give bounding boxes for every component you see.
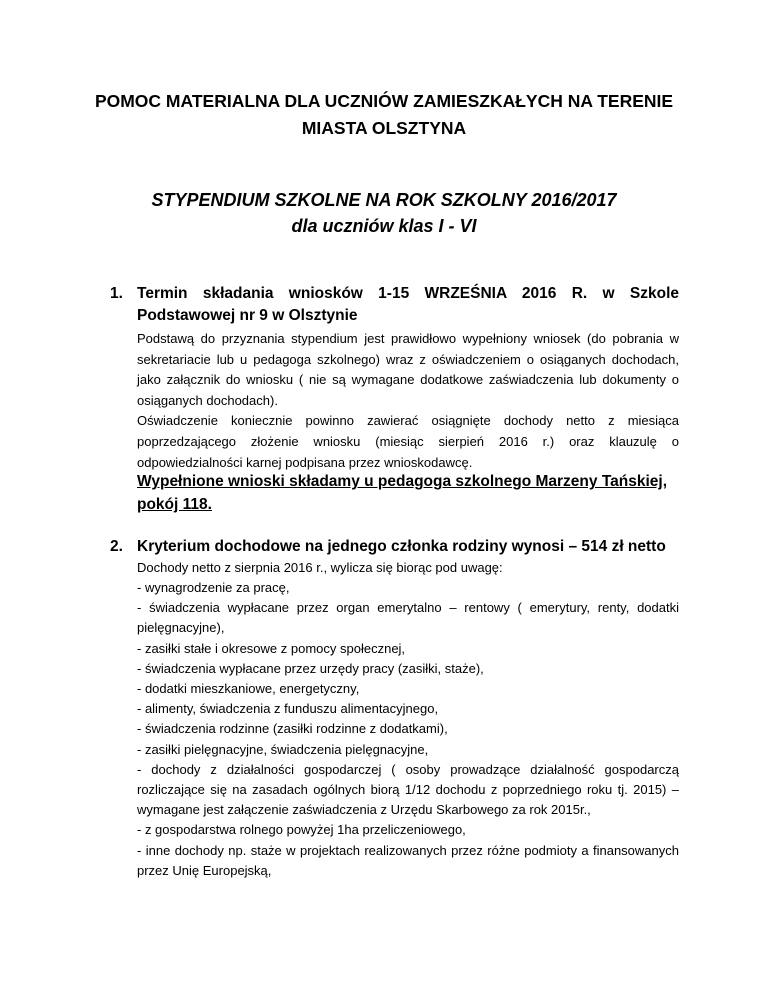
list-item: - z gospodarstwa rolnego powyżej 1ha przeliczeniowego, xyxy=(137,822,466,838)
section-1-number: 1. xyxy=(110,285,123,302)
list-item: - świadczenia rodzinne (zasiłki rodzinne z dodatkami), xyxy=(137,721,448,737)
list-item: - zasiłki stałe i okresowe z pomocy społecznej, xyxy=(137,640,406,656)
list-item: - świadczenia wypłacane przez organ emerytalno – rentowy ( emerytury, renty, dodatki pielęgnacyjne), xyxy=(137,600,679,636)
list-item: - dodatki mieszkaniowe, energetyczny, xyxy=(137,681,360,697)
subtitle-line-2: dla uczniów klas I - VI xyxy=(291,216,477,236)
section-1-paragraph: Oświadczenie koniecznie powinno zawierać osiągnięte dochody netto z miesiąca poprzedzającego złożenie wniosku (miesiąc sierpień 2016 r.) oraz klauzulę o odpowiedzialności karnej podpisana przez wnioskodawcę. xyxy=(137,413,679,470)
section-2-number: 2. xyxy=(110,538,123,555)
list-item: - inne dochody np. staże w projektach realizowanych przez różne podmioty a finansowanych przez Unię Europejską, xyxy=(137,842,679,878)
section-2-heading: Kryterium dochodowe na jednego członka rodziny wynosi – 514 zł netto xyxy=(137,538,666,555)
income-list xyxy=(137,578,679,881)
document-subtitle xyxy=(60,187,708,239)
section-1-paragraph: Podstawą do przyznania stypendium jest prawidłowo wypełniony wniosek (do pobrania w sekretariacie lub u pedagoga szkolnego) wraz z oświadczeniem o osiąganych dochodach, jako załącznik do wniosku ( nie są wymagane dodatkowe zaświadczenia lub dokumenty o osiąganych dochodach). xyxy=(137,331,679,408)
list-item: - świadczenia wypłacane przez urzędy pracy (zasiłki, staże), xyxy=(137,660,484,676)
list-item: - dochody z działalności gospodarczej ( osoby prowadzące działalność gospodarczą rozliczające się na zasadach ogólnych biorą 1/12 dochodu z poprzedniego roku tj. 2015) – wymagane jest załączenie zaświadczenia z Urzędu Skarbowego za rok 2015r., xyxy=(137,761,679,818)
document-title xyxy=(60,88,708,142)
subtitle-line-1: STYPENDIUM SZKOLNE NA ROK SZKOLNY 2016/2017 xyxy=(151,190,617,210)
list-item: - zasiłki pielęgnacyjne, świadczenia pielęgnacyjne, xyxy=(137,741,429,757)
list-item: - alimenty, świadczenia z funduszu alimentacyjnego, xyxy=(137,701,439,717)
section-1-body xyxy=(137,329,679,473)
section-1-heading: Termin składania wniosków 1-15 WRZEŚNIA 2016 R. w Szkole Podstawowej nr 9 w Olsztynie xyxy=(137,285,679,324)
title-line-2: MIASTA OLSZTYNA xyxy=(301,118,467,138)
list-item: - wynagrodzenie za pracę, xyxy=(137,580,290,595)
section-2-intro: Dochody netto z sierpnia 2016 r., wylicza się biorąc pod uwagę: xyxy=(137,560,503,575)
title-line-1: POMOC MATERIALNA DLA UCZNIÓW ZAMIESZKAŁYCH NA TERENIE xyxy=(94,91,674,111)
section-1-notice: Wypełnione wnioski składamy u pedagoga szkolnego Marzeny Tańskiej, pokój 118. xyxy=(137,473,668,513)
